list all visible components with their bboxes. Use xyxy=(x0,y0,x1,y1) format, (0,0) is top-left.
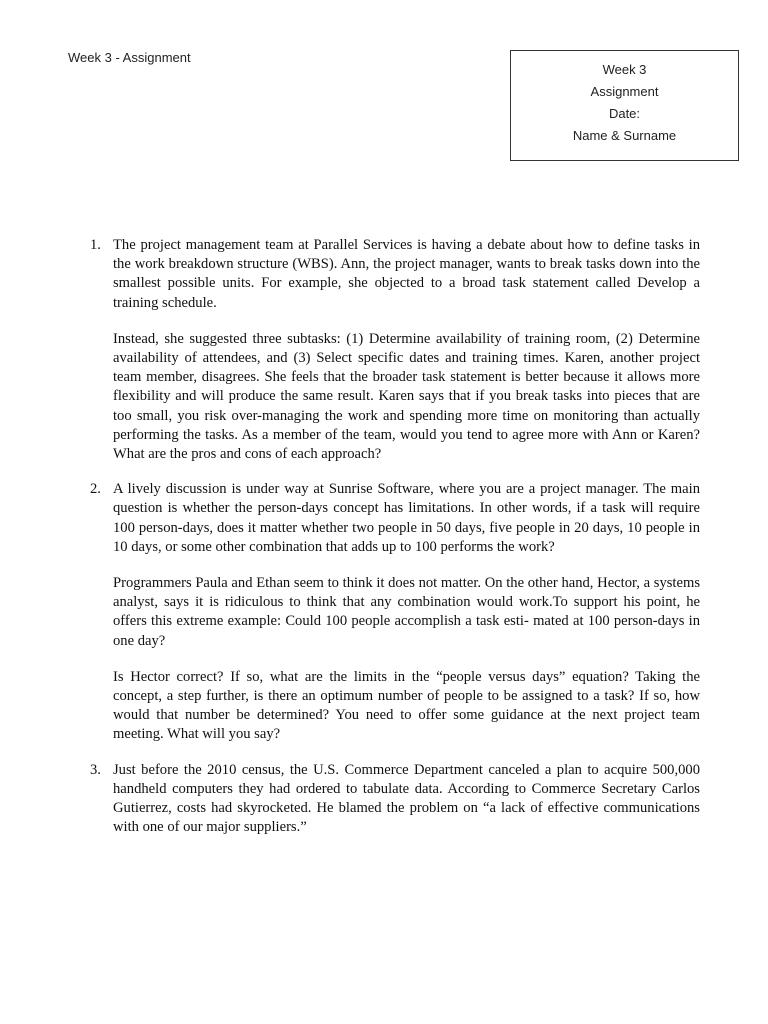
info-box-week: Week 3 xyxy=(602,62,647,77)
question-number: 2. xyxy=(90,481,101,498)
question-paragraph: Programmers Paula and Ethan seem to think it does not matter. On the other hand, Hector, a systems analyst, says it is ridiculous to think that any combination would work.To support his point, he offers this extreme example: Could 100 people accomplish a task esti- mated at 100 person-days in one day? xyxy=(113,575,700,649)
page-header-title: Week 3 - Assignment xyxy=(68,50,191,65)
question-1 xyxy=(90,236,700,464)
question-paragraph: The project management team at Parallel Services is having a debate about how to define tasks in the work breakdown structure (WBS). Ann, the project manager, wants to break tasks down into the smallest possible units. For example, she objected to a broad task statement called Develop a training schedule. xyxy=(113,237,700,311)
question-3 xyxy=(90,761,700,838)
question-2 xyxy=(90,480,700,744)
question-paragraph: A lively discussion is under way at Sunrise Software, where you are a project manager. The main question is whether the person-days concept has limitations. In other words, if a task will require 100 person-days, does it matter whether two people in 50 days, five people in 20 days, 10 people in 10 days, or some other combination that adds up to 100 performs the work? xyxy=(113,481,700,555)
info-box-name: Name & Surname xyxy=(572,128,677,143)
question-number: 1. xyxy=(90,237,101,253)
info-box-date: Date: xyxy=(608,106,641,121)
question-paragraph: Is Hector correct? If so, what are the limits in the “people versus days” equation? Taking the concept, a step further, is there an optimum number of people to be assigned to a task? If so, how would that number be determined? You need to offer some guidance at the next project team meeting. What will you say? xyxy=(113,668,700,743)
question-number: 3. xyxy=(90,761,101,778)
assignment-info-box xyxy=(510,50,739,161)
question-paragraph: Instead, she suggested three subtasks: (1) Determine availability of training room, (2) Determine availability of attendees, and (3) Select specific dates and training times. Karen, another project team member, disagrees. She feels that the broader task statement is better because it allows more flexibility and will produce the same result. Karen says that if you break tasks into pieces that are too small, you risk over-managing the work and spending more time on monitoring than actually performing the tasks. As a member of the team, would you tend to agree more with Ann or Karen? What are the pros and cons of each approach? xyxy=(113,330,700,463)
info-box-assignment: Assignment xyxy=(590,84,659,99)
question-paragraph: Just before the 2010 census, the U.S. Commerce Department canceled a plan to acquire 500,000 handheld computers they had ordered to tabulate data. According to Commerce Secretary Carlos Gutierrez, costs had skyrocketed. He blamed the problem on “a lack of effective communications with one of our major suppliers.” xyxy=(113,761,700,836)
question-list xyxy=(90,236,700,853)
